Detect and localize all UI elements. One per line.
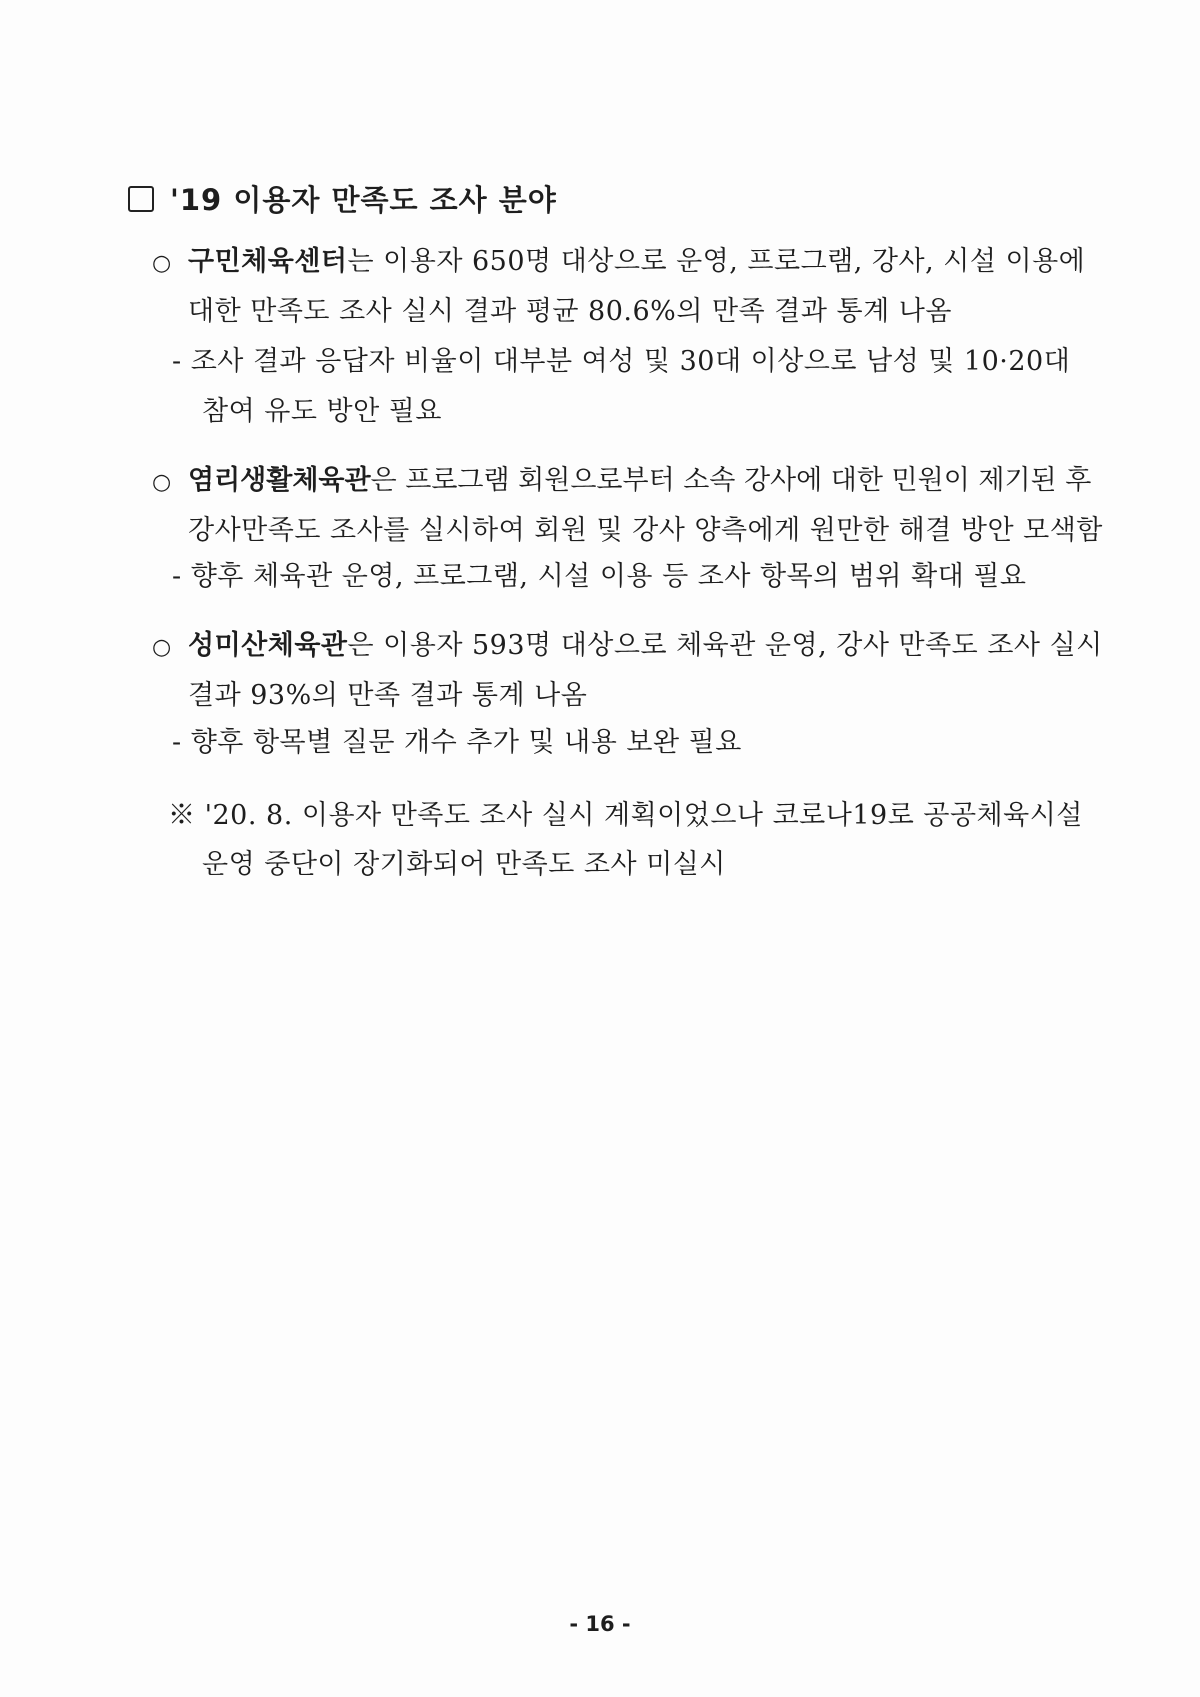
section-title [128, 178, 557, 219]
item-3-title: 성미산체육관 [188, 630, 348, 661]
checkbox-icon [128, 186, 154, 212]
item-2-title: 염리생활체육관 [188, 465, 371, 496]
item-2-sub-1: - 향후 체육관 운영, 프로그램, 시설 이용 등 조사 항목의 범위 확대 필요 [172, 561, 1027, 592]
item-1-text: 는 이용자 650명 대상으로 운영, 프로그램, 강사, 시설 이용에 [347, 246, 1086, 277]
circle-bullet-icon: ○ [152, 635, 172, 660]
circle-bullet-icon: ○ [152, 251, 172, 276]
item-3-text: 은 이용자 593명 대상으로 체육관 운영, 강사 만족도 조사 실시 [347, 630, 1103, 661]
item-1-title: 구민체육센터 [188, 246, 348, 277]
item-2-text: 은 프로그램 회원으로부터 소속 강사에 대한 민원이 제기된 후 [370, 465, 1092, 496]
item-2-line-2: 강사만족도 조사를 실시하여 회원 및 강사 양측에게 원만한 해결 방안 모색함 [188, 515, 1103, 546]
item-3-sub-1: - 향후 항목별 질문 개수 추가 및 내용 보완 필요 [172, 727, 742, 758]
item-1-sub-2: 참여 유도 방안 필요 [202, 396, 442, 427]
item-1-line-2: 대한 만족도 조사 실시 결과 평균 80.6%의 만족 결과 통계 나옴 [188, 296, 952, 327]
page-number: - 16 - [569, 1612, 631, 1636]
circle-bullet-icon: ○ [152, 470, 172, 495]
item-2-line-1 [152, 467, 1091, 494]
item-3-line-2: 결과 93%의 만족 결과 통계 나옴 [188, 680, 588, 711]
note-line-2: 운영 중단이 장기화되어 만족도 조사 미실시 [202, 849, 726, 880]
note-line-1: ※ '20. 8. 이용자 만족도 조사 실시 계획이었으나 코로나19로 공공체육시설 [168, 800, 1083, 831]
section-title-text: '19 이용자 만족도 조사 분야 [170, 183, 557, 217]
item-1-sub-1: - 조사 결과 응답자 비율이 대부분 여성 및 30대 이상으로 남성 및 10·20대 [172, 346, 1071, 377]
item-1-line-1 [152, 248, 1085, 275]
item-3-line-1 [152, 632, 1103, 659]
